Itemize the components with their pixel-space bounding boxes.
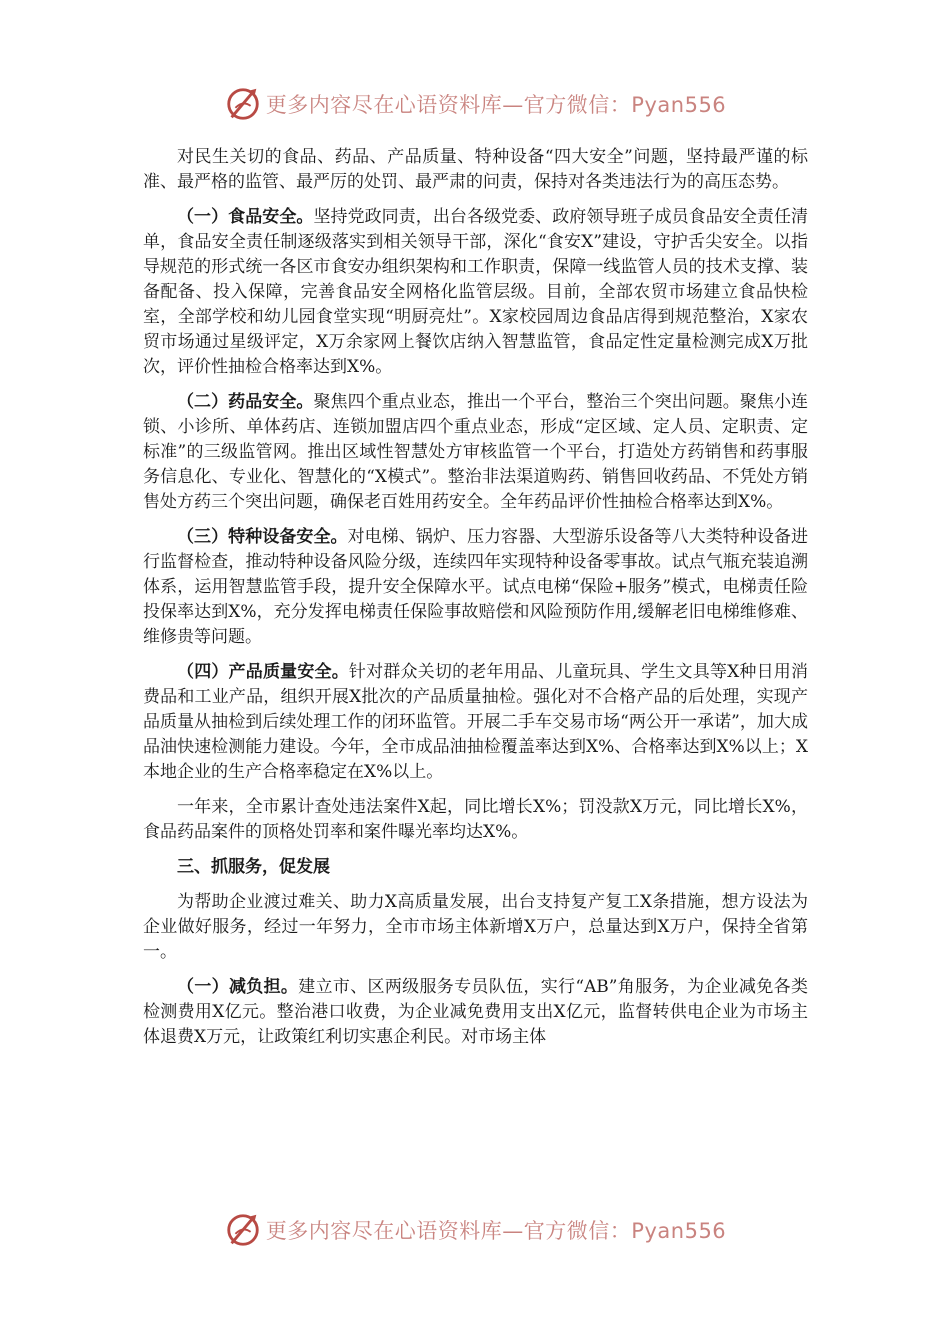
document-body: [143, 145, 808, 1060]
paragraph-drug-safety: （二）药品安全。聚焦四个重点业态，推出一个平台，整治三个突出问题。聚焦小连锁、小诊所、单体药店、连锁加盟店四个重点业态，形成“定区域、定人员、定职责、定标准”的三级监管网。推出区域性智慧处方审核监管一个平台，打造处方药销售和药事服务信息化、专业化、智慧化的“X模式”。整治非法渠道购药、销售回收药品、不凭处方销售处方药三个突出问题，确保老百姓用药安全。全年药品评价性抽检合格率达到X%。: [143, 392, 809, 512]
footer-banner: [0, 1210, 950, 1250]
paragraph-equipment-safety: （三）特种设备安全。对电梯、锅炉、压力容器、大型游乐设备等八大类特种设备进行监督检查，推动特种设备风险分级，连续四年实现特种设备零事故。试点气瓶充装追溯体系，运用智慧监管手段，提升安全保障水平。试点电梯“保险+服务”模式，电梯责任险投保率达到X%，充分发挥电梯责任保险事故赔偿和风险预防作用,缓解老旧电梯维修难、维修贵等问题。: [143, 527, 809, 647]
banner-text: 更多内容尽在心语资料库—官方微信：Pyan556: [265, 1219, 727, 1243]
paragraph-service-intro: 为帮助企业渡过难关、助力X高质量发展，出台支持复产复工X条措施，想方设法为企业做好服务，经过一年努力，全市市场主体新增X万户，总量达到X万户，保持全省第一。: [143, 892, 808, 962]
paragraph-summary: 一年来，全市累计查处违法案件X起，同比增长X%；罚没款X万元，同比增长X%，食品药品案件的顶格处罚率和案件曝光率均达X%。: [143, 797, 808, 842]
paragraph-reduce-burden: （一）减负担。建立市、区两级服务专员队伍，实行“AB”角服务，为企业减免各类检测费用X亿元。整治港口收费，为企业减免费用支出X亿元，监督转供电企业为市场主体退费X万元，让政策红利切实惠企利民。对市场主体: [143, 977, 808, 1047]
logo-icon: [224, 85, 262, 123]
logo-icon: [224, 1211, 262, 1249]
paragraph: 对民生关切的食品、药品、产品质量、特种设备“四大安全”问题，坚持最严谨的标准、最严格的监管、最严厉的处罚、最严肃的问责，保持对各类违法行为的高压态势。: [143, 147, 808, 192]
paragraph-food-safety: （一）食品安全。坚持党政同责，出台各级党委、政府领导班子成员食品安全责任清单，食品安全责任制逐级落实到相关领导干部，深化“食安X”建设，守护舌尖安全。以指导规范的形式统一各区市食安办组织架构和工作职责，保障一线监管人员的技术支撑、装备配备、投入保障，完善食品安全网格化监管层级。目前，全部农贸市场建立食品快检室，全部学校和幼儿园食堂实现“明厨亮灶”。X家校园周边食品店得到规范整治，X家农贸市场通过星级评定，X万余家网上餐饮店纳入智慧监管，食品定性定量检测完成X万批次，评价性抽检合格率达到X%。: [143, 207, 809, 377]
banner-text: 更多内容尽在心语资料库—官方微信：Pyan556: [265, 93, 727, 117]
header-banner: [0, 84, 950, 124]
section-heading: 三、抓服务，促发展: [177, 857, 330, 877]
paragraph-product-quality: （四）产品质量安全。针对群众关切的老年用品、儿童玩具、学生文具等X种日用消费品和工业产品，组织开展X批次的产品质量抽检。强化对不合格产品的后处理，实现产品质量从抽检到后续处理工作的闭环监管。开展二手车交易市场“两公开一承诺”，加大成品油快速检测能力建设。今年，全市成品油抽检覆盖率达到X%、合格率达到X%以上；X本地企业的生产合格率稳定在X%以上。: [143, 662, 808, 782]
